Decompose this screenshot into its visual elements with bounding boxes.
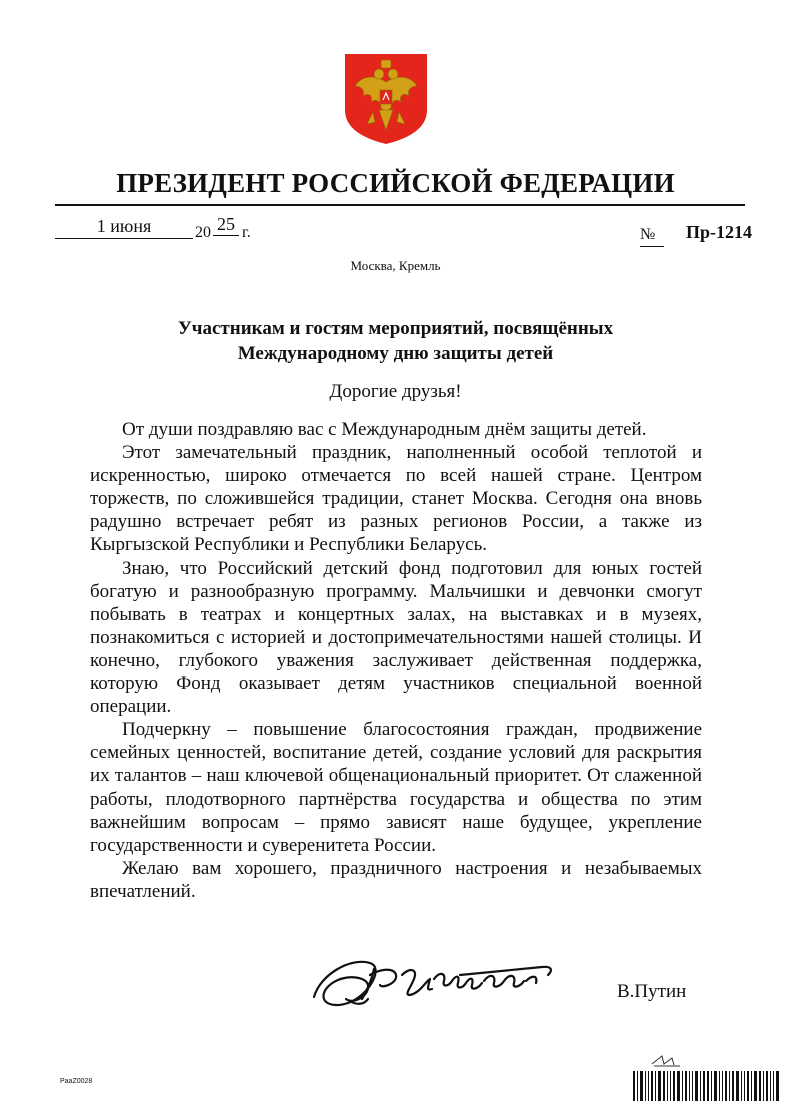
org-title: ПРЕЗИДЕНТ РОССИЙСКОЙ ФЕДЕРАЦИИ — [116, 168, 675, 198]
paragraph-4: Подчеркну – повышение благосостояния граждан, продвижение семейных ценностей, воспитание детей, создание условий для раскрытия их талантов – наш ключевой общенациональный приоритет. От слаженной работы, плодотворного партнёрства государства и общества по этим важнейшим вопросам – прямо зависят наше будущее, укрепление государственности и суверенитета России. — [90, 719, 702, 856]
barcode-bar — [700, 1071, 701, 1101]
date-day: 1 июня — [55, 216, 193, 239]
barcode-bar — [773, 1071, 774, 1101]
date-year-prefix: 20 — [195, 224, 211, 241]
barcode-bar — [673, 1071, 675, 1101]
barcode-bar — [677, 1071, 680, 1101]
barcode-bar — [754, 1071, 757, 1101]
paragraph-5: Желаю вам хорошего, праздничного настроения и незабываемых впечатлений. — [90, 857, 702, 902]
barcode-bar — [714, 1071, 717, 1101]
number-sign-underline — [640, 246, 664, 247]
barcode-bar — [640, 1071, 643, 1101]
paragraph-3: Знаю, что Российский детский фонд подготовил для юных гостей богатую и разнообразную программу. Мальчишки и девчонки смогут побывать в театрах и концертных залах, на выставках и в музеях, познакомиться с историей и достопримечательностями нашей столицы. И конечно, глубокого уважения заслуживает действенная поддержка, которую Фонд оказывает детям участников специальной военной операции. — [90, 557, 702, 718]
barcode-bar — [751, 1071, 752, 1101]
barcode-bar — [759, 1071, 761, 1101]
paragraph-2: Этот замечательный праздник, наполненный особой теплотой и искренностью, широко отмечается по всей нашей стране. Центром торжеств, по сложившейся традиции, станет Москва. Сегодня она вновь радушно встречает ребят из разных регионов России, а также из Кыргызской Республики и Республики Беларусь. — [90, 442, 702, 556]
barcode-bar — [663, 1071, 665, 1101]
number-sign: № — [640, 226, 656, 243]
barcode-bar — [685, 1071, 687, 1101]
barcode-bar — [637, 1071, 638, 1101]
title-divider — [55, 204, 745, 206]
barcode-bar — [729, 1071, 730, 1101]
barcode-bar — [651, 1071, 653, 1101]
date-year-suffix: 25 — [213, 214, 239, 236]
barcode-bar — [770, 1071, 771, 1101]
address-line-2: Международному дню защиты детей — [237, 343, 554, 364]
handwritten-signature-icon — [310, 945, 590, 1025]
barcode-bar — [667, 1071, 668, 1101]
form-code: PaaZ0028 — [60, 1078, 93, 1085]
barcode-bar — [725, 1071, 727, 1101]
signer-name: В.Путин — [617, 981, 687, 1002]
barcode-bar — [763, 1071, 764, 1101]
barcode-bar — [703, 1071, 705, 1101]
greeting: Дорогие друзья! — [329, 381, 462, 402]
barcode-bar — [682, 1071, 683, 1101]
barcode-bar — [741, 1071, 742, 1101]
address-heading — [90, 316, 701, 366]
barcode-bar — [707, 1071, 709, 1101]
date-year-unit: г. — [242, 224, 251, 241]
place-line: Москва, Кремль — [350, 258, 441, 273]
barcode-bar — [722, 1071, 723, 1101]
address-line-1: Участникам и гостям мероприятий, посвящённых — [177, 318, 614, 339]
coat-of-arms-icon — [343, 52, 429, 146]
barcode-bar — [633, 1071, 635, 1101]
paragraph-1: От души поздравляю вас с Международным днём защиты детей. — [122, 419, 647, 440]
letter-body — [90, 418, 702, 903]
barcode-bar — [658, 1071, 661, 1101]
barcode-bar — [719, 1071, 720, 1101]
barcode-bar — [736, 1071, 739, 1101]
barcode-bar — [692, 1071, 693, 1101]
barcode-bar — [655, 1071, 656, 1101]
number-value: Пр-1214 — [686, 222, 753, 242]
barcode-bar — [766, 1071, 768, 1101]
barcode-bar — [670, 1071, 671, 1101]
barcode-bar — [645, 1071, 646, 1101]
barcode-bar — [747, 1071, 749, 1101]
barcode-bar — [776, 1071, 779, 1101]
barcode-bar — [744, 1071, 745, 1101]
barcode-icon — [633, 1071, 791, 1101]
registration-stamp-icon — [650, 1052, 684, 1068]
barcode-bar — [732, 1071, 734, 1101]
barcode-bar — [689, 1071, 690, 1101]
barcode-bar — [648, 1071, 649, 1101]
barcode-bar — [711, 1071, 712, 1101]
barcode-bar — [695, 1071, 698, 1101]
